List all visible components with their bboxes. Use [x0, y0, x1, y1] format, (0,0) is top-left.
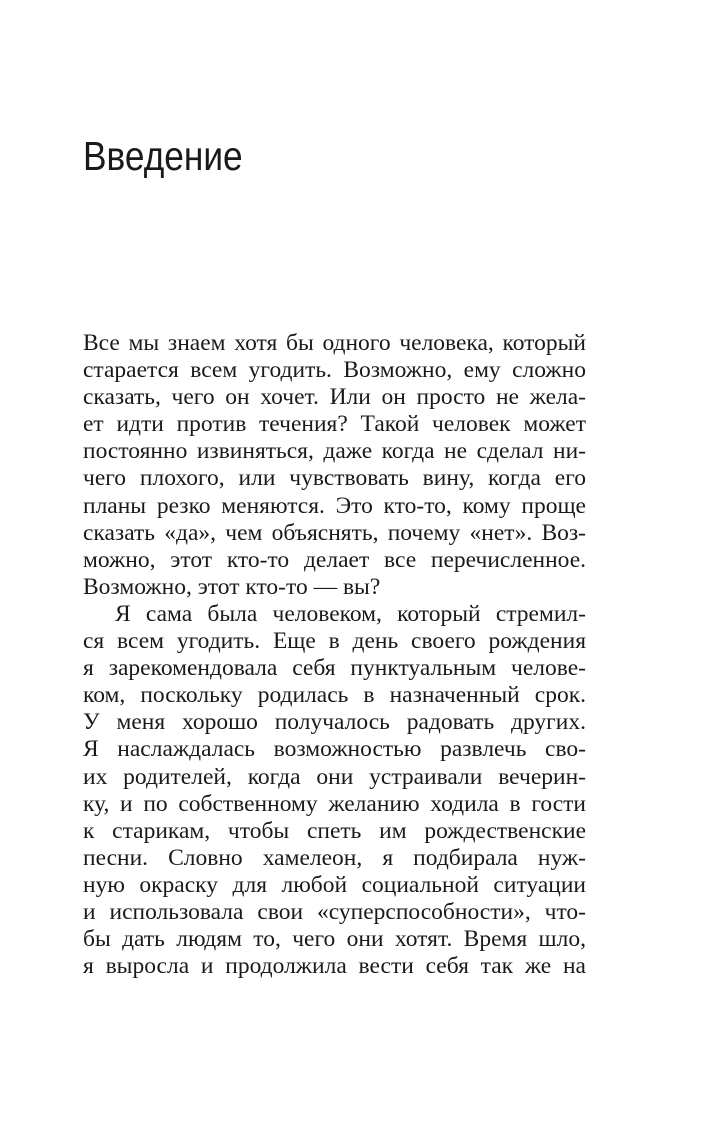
text-line: постоянно извиняться, даже когда не сделал ни-: [83, 438, 586, 465]
paragraph-last-line: Возможно, этот кто-то — вы?: [83, 573, 381, 600]
text-line: Я наслаждалась возможностью развлечь сво-: [83, 736, 586, 763]
text-line: Все мы знаем хотя бы одного человека, который: [83, 330, 586, 356]
text-line: ку, и по собственному желанию ходила в гости: [83, 790, 586, 817]
text-line: их родителей, когда они устраивали вечерин-: [83, 763, 586, 790]
chapter-body: [83, 330, 586, 980]
chapter-title: Введение: [83, 133, 243, 179]
text-line: ком, поскольку родилась в назначенный срок.: [83, 682, 586, 709]
paragraph-first-line: Я сама была человеком, который стремил-: [115, 600, 586, 627]
text-line: ся всем угодить. Еще в день своего рождения: [83, 628, 586, 655]
text-line: старается всем угодить. Возможно, ему сложно: [83, 357, 586, 384]
text-line: я зарекомендовала себя пунктуальным челове-: [83, 655, 586, 682]
text-line: и использовала свои «суперспособности», что-: [83, 898, 586, 925]
text-line: планы резко меняются. Это кто-то, кому проще: [83, 492, 586, 519]
text-line: сказать «да», чем объяснять, почему «нет». Воз-: [83, 519, 586, 546]
text-line: можно, этот кто-то делает все перечисленное.: [83, 546, 586, 573]
text-line: сказать, чего он хочет. Или он просто не жела-: [83, 384, 586, 411]
text-line: бы дать людям то, чего они хотят. Время шло,: [83, 926, 586, 953]
text-line: я выросла и продолжила вести себя так же на: [83, 953, 586, 980]
text-line: ет идти против течения? Такой человек может: [83, 411, 586, 438]
text-line: к старикам, чтобы спеть им рождественские: [83, 817, 586, 844]
text-line: ную окраску для любой социальной ситуации: [83, 871, 586, 898]
text-line: У меня хорошо получалось радовать других.: [83, 709, 586, 736]
text-line: песни. Словно хамелеон, я подбирала нуж-: [83, 844, 586, 871]
text-line: чего плохого, или чувствовать вину, когда его: [83, 465, 586, 492]
